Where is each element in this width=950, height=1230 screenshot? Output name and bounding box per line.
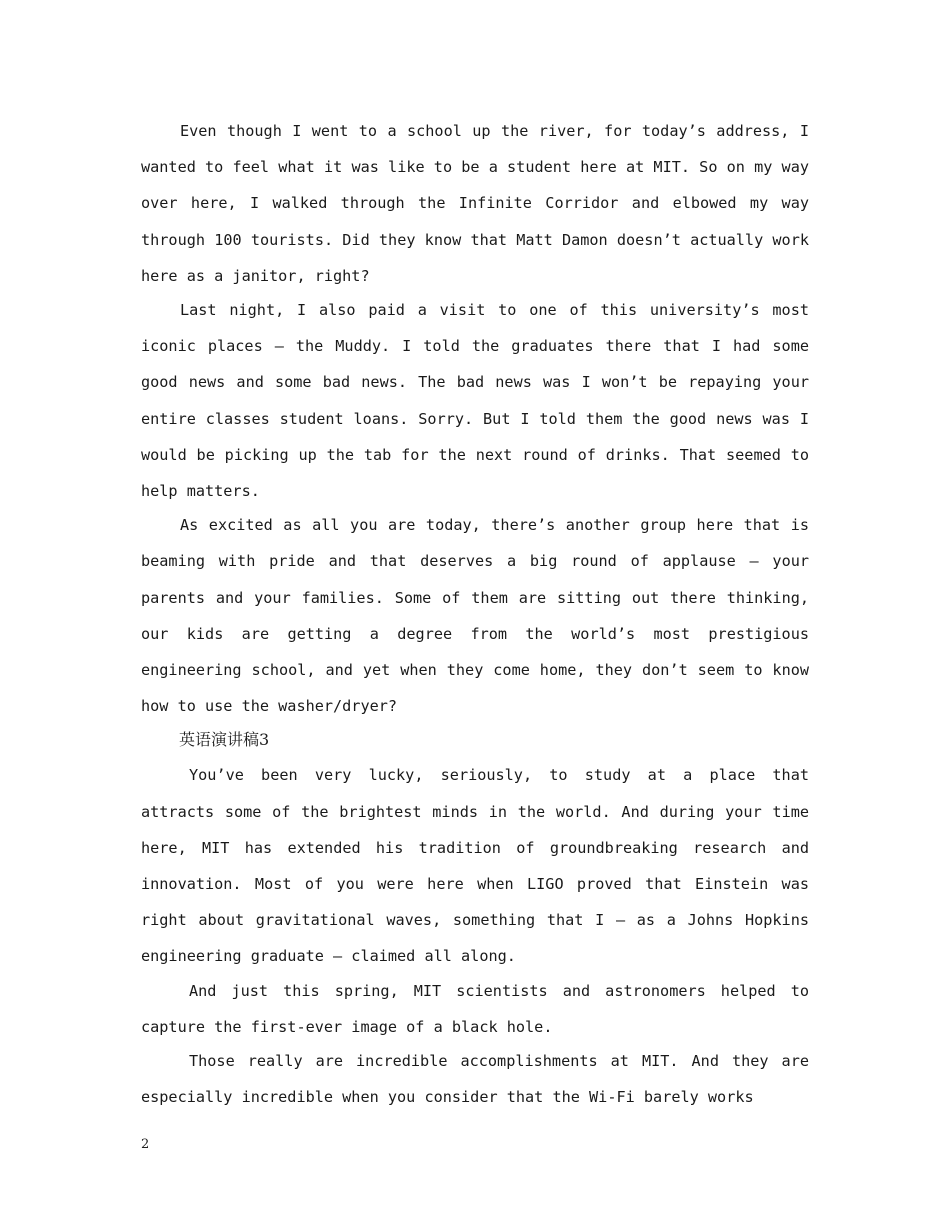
paragraph-muddy: Last night, I also paid a visit to one of this university’s most iconic places – the Muddy. I told the graduates there that I had some good news and some bad news. The bad news was I won’t be repaying your entire classes student loans. Sorry. But I told them the good news was I would be picking up the tab for the next round of drinks. That seemed to help matters. — [141, 301, 809, 501]
paragraph-black-hole: And just this spring, MIT scientists and astronomers helped to capture the first-ever image of a black hole. — [141, 981, 809, 1036]
section-heading: 英语演讲稿3 — [179, 730, 270, 750]
document-body — [141, 113, 809, 1115]
paragraph-lucky: You’ve been very lucky, seriously, to study at a place that attracts some of the brightest minds in the world. And during your time here, MIT has extended his tradition of groundbreaking research and innovation. Most of you were here when LIGO proved that Einstein was right about gravitational waves, something that I – as a Johns Hopkins engineering graduate – claimed all along. — [141, 766, 809, 966]
paragraph-families: As excited as all you are today, there’s another group here that is beaming with pride and that deserves a big round of applause – your parents and your families. Some of them are sitting out there thinking, our kids are getting a degree from the world’s most prestigious engineering school, and yet when they come home, they don’t seem to know how to use the washer/dryer? — [141, 516, 809, 716]
page-number: 2 — [141, 1137, 150, 1152]
paragraph-accomplishments: Those really are incredible accomplishments at MIT. And they are especially incredible when you consider that the Wi-Fi barely works — [141, 1052, 809, 1107]
paragraph-corridor: Even though I went to a school up the river, for today’s address, I wanted to feel what it was like to be a student here at MIT. So on my way over here, I walked through the Infinite Corridor and elbowed my way through 100 tourists. Did they know that Matt Damon doesn’t actually work here as a janitor, right? — [141, 122, 809, 285]
